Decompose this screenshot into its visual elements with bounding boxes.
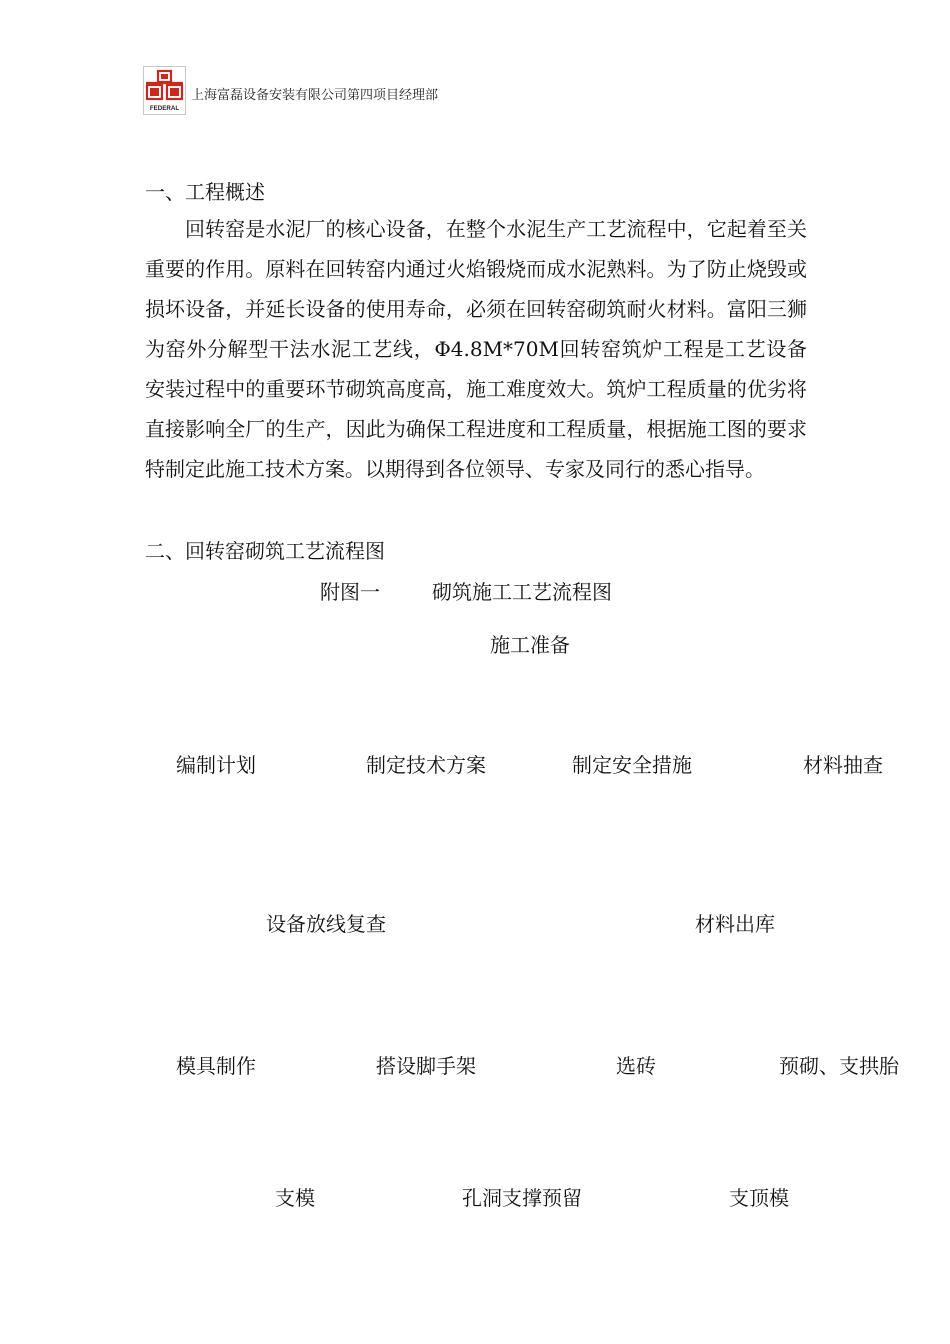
federal-logo-icon — [144, 67, 185, 114]
figure-label: 附图一 — [320, 580, 380, 604]
flow-node: 搭设脚手架 — [376, 1054, 476, 1078]
flow-node: 制定技术方案 — [366, 753, 486, 777]
flow-node-start: 施工准备 — [490, 633, 570, 657]
flow-node: 选砖 — [616, 1054, 656, 1078]
flow-node: 材料抽查 — [803, 753, 883, 777]
section-heading-overview: 一、工程概述 — [145, 180, 265, 204]
flow-node: 预砌、支拱胎 — [779, 1054, 899, 1078]
flow-node: 编制计划 — [176, 753, 256, 777]
flow-node: 孔洞支撑预留 — [462, 1186, 582, 1210]
company-logo — [143, 66, 186, 115]
flow-node: 制定安全措施 — [572, 753, 692, 777]
flow-node: 支模 — [275, 1186, 315, 1210]
flow-node: 设备放线复查 — [266, 912, 386, 936]
section-heading-flowchart: 二、回转窑砌筑工艺流程图 — [145, 539, 385, 563]
flow-node: 支顶模 — [729, 1186, 789, 1210]
overview-paragraph: 回转窑是水泥厂的核心设备，在整个水泥生产工艺流程中，它起着至关重要的作用。原料在回转窑内通过火焰锻烧而成水泥熟料。为了防止烧毁或损坏设备，并延长设备的使用寿命，必须在回转窑砌筑耐火材料。富阳三狮为窑外分解型干法水泥工艺线，Φ4.8M*70M回转窑筑炉工程是工艺设备安装过程中的重要环节砌筑高度高，施工难度效大。筑炉工程质量的优劣将直接影响全厂的生产，因此为确保工程进度和工程质量，根据施工图的要求特制定此施工技术方案。以期得到各位领导、专家及同行的悉心指导。 — [145, 217, 807, 481]
figure-title: 砌筑施工工艺流程图 — [432, 580, 612, 604]
flow-node: 模具制作 — [176, 1054, 256, 1078]
logo-text: FEDERAL — [149, 105, 180, 112]
company-name: 上海富磊设备安装有限公司第四项目经理部 — [191, 88, 439, 103]
flow-node: 材料出库 — [695, 912, 775, 936]
